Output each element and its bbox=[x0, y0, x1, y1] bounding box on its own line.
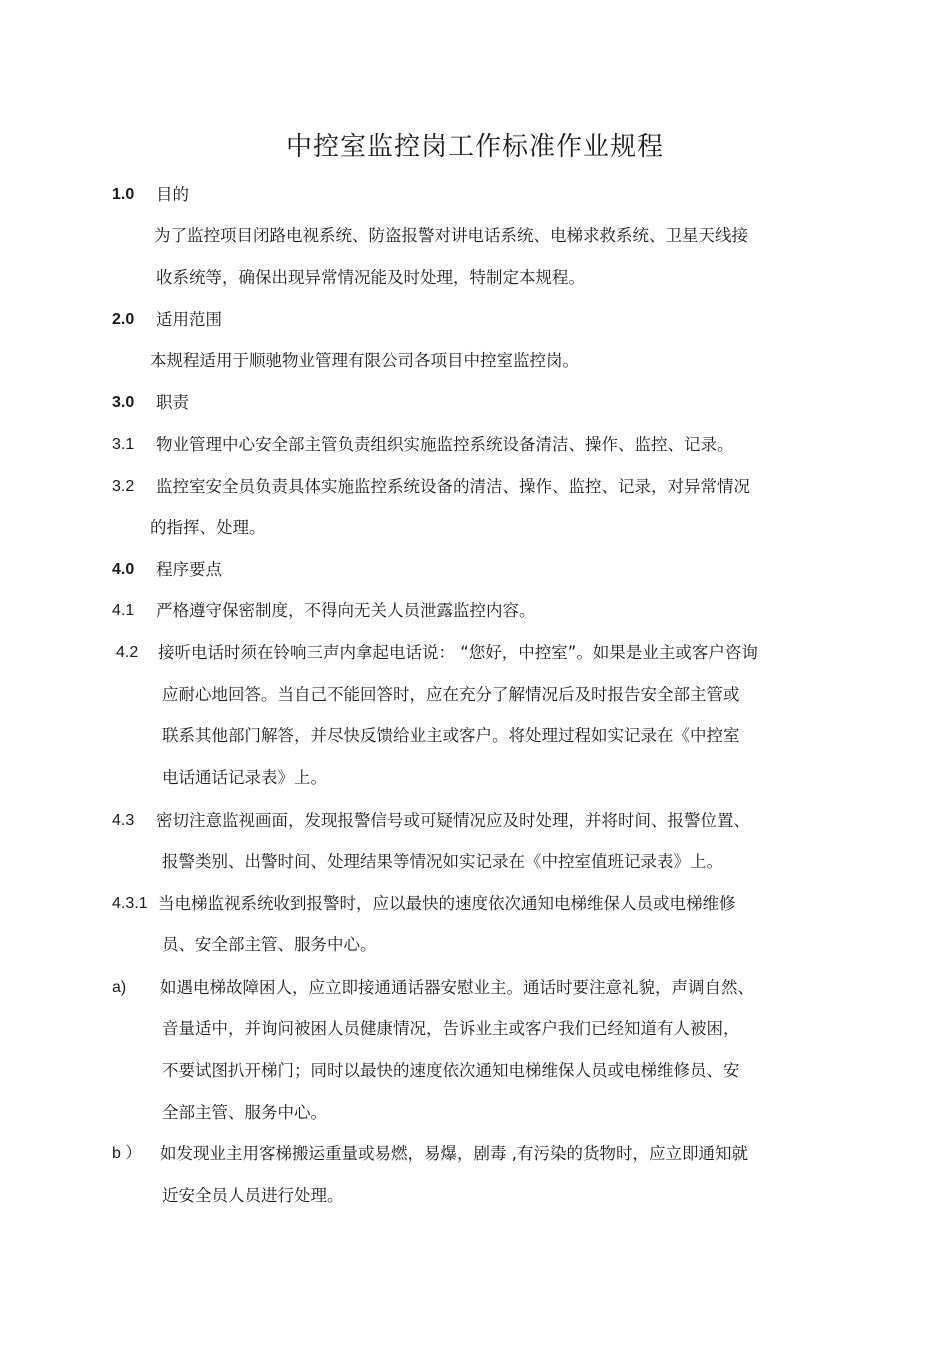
paragraph-line: 不要试图扒开梯门；同时以最快的速度依次通知电梯维保人员或电梯维修员、安 bbox=[162, 1061, 740, 1080]
clause-number: 3.2 bbox=[112, 478, 135, 495]
paragraph-line: 为了监控项目闭路电视系统、防盗报警对讲电话系统、电梯求救系统、卫星天线接 bbox=[154, 226, 748, 245]
paragraph-line: 如发现业主用客梯搬运重量或易燃，易爆，剧毒 ,有污染的货物时，应立即通知就 bbox=[160, 1144, 748, 1163]
paragraph-line: 电话通话记录表》上。 bbox=[162, 768, 327, 787]
section-number: 4.0 bbox=[112, 561, 135, 578]
clause-number: 3.1 bbox=[112, 436, 135, 453]
paragraph-line: 联系其他部门解答，并尽快反馈给业主或客户。将处理过程如实记录在《中控室 bbox=[162, 726, 740, 745]
paragraph-line: 的指挥、处理。 bbox=[150, 518, 266, 537]
paragraph-line: 监控室安全员负责具体实施监控系统设备的清洁、操作、监控、记录，对异常情况 bbox=[156, 477, 750, 496]
paragraph-line: 当电梯监视系统收到报警时，应以最快的速度依次通知电梯维保人员或电梯维修 bbox=[158, 894, 736, 913]
paragraph-line: 严格遵守保密制度，不得向无关人员泄露监控内容。 bbox=[156, 601, 536, 620]
paragraph-line: 应耐心地回答。当自己不能回答时，应在充分了解情况后及时报告安全部主管或 bbox=[162, 685, 740, 704]
paragraph-line: 接听电话时须在铃响三声内拿起电话说： “您好，中控室”。如果是业主或客户咨询 bbox=[158, 643, 758, 662]
section-heading: 目的 bbox=[156, 185, 189, 204]
clause-number: 4.3.1 bbox=[112, 895, 148, 912]
paragraph-line: 近安全员人员进行处理。 bbox=[162, 1186, 344, 1205]
paragraph-line: 员、安全部主管、服务中心。 bbox=[162, 935, 377, 954]
section-heading: 适用范围 bbox=[156, 310, 222, 329]
section-heading: 职责 bbox=[156, 393, 189, 412]
section-number: 2.0 bbox=[112, 311, 135, 328]
clause-number: 4.3 bbox=[112, 812, 135, 829]
paragraph-line: 物业管理中心安全部主管负责组织实施监控系统设备清洁、操作、监控、记录。 bbox=[156, 435, 734, 454]
paragraph-line: 本规程适用于顺驰物业管理有限公司各项目中控室监控岗。 bbox=[150, 351, 579, 370]
paragraph-line: 报警类别、出警时间、处理结果等情况如实记录在《中控室值班记录表》上。 bbox=[162, 852, 723, 871]
section-heading: 程序要点 bbox=[156, 560, 222, 579]
paragraph-line: 如遇电梯故障困人，应立即接通通话器安慰业主。通话时要注意礼貌，声调自然、 bbox=[160, 978, 754, 997]
paragraph-line: 音量适中，并询问被困人员健康情况，告诉业主或客户我们已经知道有人被困， bbox=[162, 1019, 740, 1038]
paragraph-line: 密切注意监视画面，发现报警信号或可疑情况应及时处理，并将时间、报警位置、 bbox=[156, 811, 750, 830]
list-marker: b ） bbox=[112, 1145, 142, 1162]
paragraph-line: 收系统等，确保出现异常情况能及时处理，特制定本规程。 bbox=[156, 268, 585, 287]
list-marker: a) bbox=[112, 979, 127, 996]
section-number: 3.0 bbox=[112, 394, 135, 411]
clause-number: 4.2 bbox=[116, 644, 139, 661]
document-title: 中控室监控岗工作标准作业规程 bbox=[285, 132, 664, 162]
section-number: 1.0 bbox=[112, 186, 135, 203]
clause-number: 4.1 bbox=[112, 602, 135, 619]
paragraph-line: 全部主管、服务中心。 bbox=[162, 1103, 327, 1122]
